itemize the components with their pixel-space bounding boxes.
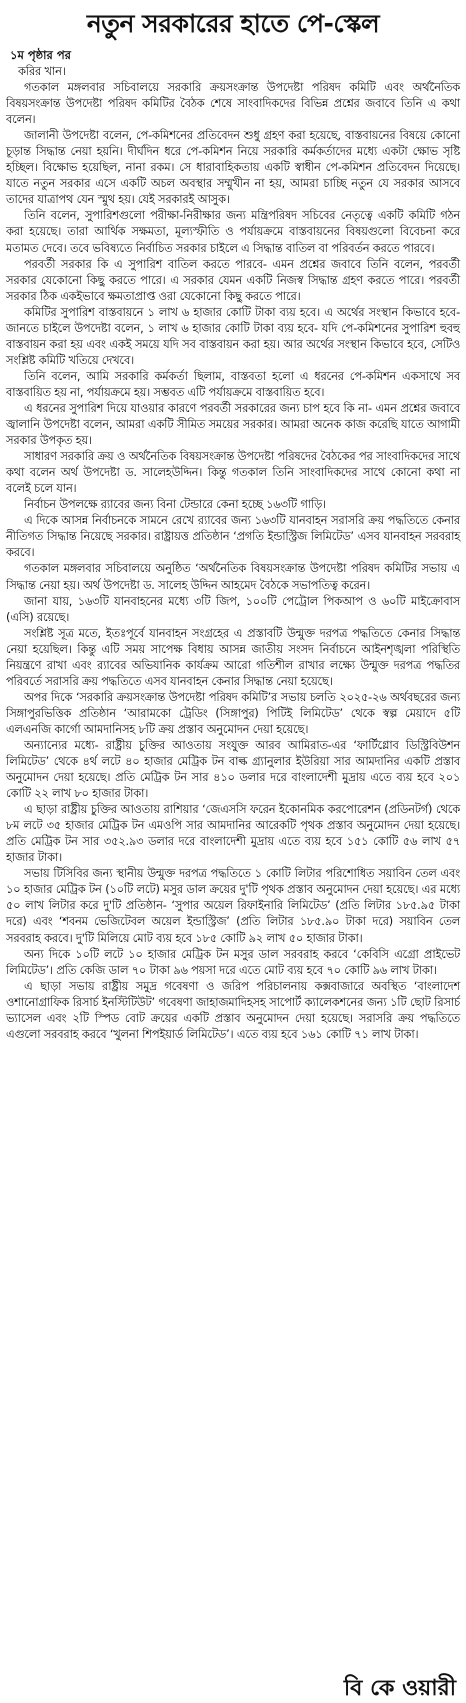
paragraph: জালানী উপদেষ্টা বলেন, পে-কমিশনের প্রতিবেদন শুধু গ্রহণ করা হয়েছে, বাস্তবায়নের বিষয়ে কোনো চূড়ান্ত সিদ্ধান্ত নেয়া হয়নি। দীর্ঘদিন ধরে পে-কমিশন নিয়ে সরকারি কর্মকর্তাদের মধ্যে একটা ক্ষোভ সৃষ্টি হচ্ছিল। বিক্ষোভ হয়েছিল, নানা রকম। সে ধারাবাহিকতায় একটি স্বাধীন পে-কমিশন প্রতিবেদন দিয়েছে। যাতে নতুন সরকার এসে একটি অচল অবস্থার সম্মুখীন না হয়, আমরা চাচ্ছি নতুন যে সরকার আসবে তাদের যাত্রাপথ যেন স্মুথ হয়। যেই সরকারই আসুক। <box>6 129 460 207</box>
paragraph: নির্বাচন উপলক্ষে র‌্যাবের জন্য বিনা টেন্ডারে কেনা হচ্ছে ১৬৩টি গাড়ি। <box>24 498 326 512</box>
paragraph: গতকাল মঙ্গলবার সচিবালয়ে সরকারি ক্রয়সংক্রান্ত উপদেষ্টা পরিষদ কমিটি এবং অর্থনৈতিক বিষয়সংক্রান্ত উপদেষ্টা পরিষদ কমিটির বৈঠক শেষে সাংবাদিকদের বিভিন্ন প্রশ্নের জবাবে তিনি এ কথা বলেন। <box>6 81 460 127</box>
paragraph: এ ছাড়া রাষ্ট্রীয় চুক্তির আওতায় রাশিয়ার ‘জেএসসি ফরেন ইকোনমিক করপোরেশন (প্রডিনটর্গ) থেকে ৮ম লটে ৩৫ হাজার মেট্রিক টন এমওপি সার আমদানির আরেকটি পৃথক প্রস্তাব অনুমোদন দেয়া হয়েছে। প্রতি মেট্রিক টন সার ৩৫২.৯৩ ডলার দরে বাংলাদেশী মুদ্রায় এতে ব্যয় হবে ১৫১ কোটি ৫৬ লাখ ৫৭ হাজার টাকা। <box>6 803 460 865</box>
headline: নতুন সরকারের হাতে পে-স্কেল <box>86 9 380 38</box>
paragraph: পরবর্তী সরকার কি এ সুপারিশ বাতিল করতে পারবে- এমন প্রশ্নের জবাবে তিনি বলেন, পরবর্তী সরকার যেকোনো কিছু করতে পারে। এ সরকার যেমন একটি নিজস্ব সিদ্ধান্ত গ্রহণ করতে পারে। পরবর্তী সরকার ঠিক একইভাবে ক্ষমতাপ্রাপ্ত ওরা যেকোনো কিছু করতে পারে। <box>6 257 460 303</box>
paragraph: গতকাল মঙ্গলবার সচিবালয়ে অনুষ্ঠিত ‘অর্থনৈতিক বিষয়সংক্রান্ত উপদেষ্টা পরিষদ কমিটির সভায় এ সিদ্ধান্ত নেয়া হয়। অর্থ উপদেষ্টা ড. সালেহ উদ্দিন আহমেদ বৈঠকে সভাপতিত্ব করেন। <box>6 562 460 592</box>
paragraph: সংশ্লিষ্ট সূত্র মতে, ইতঃপূর্বে যানবাহন সংগ্রহের এ প্রস্তাবটি উন্মুক্ত দরপত্র পদ্ধতিতে কেনার সিদ্ধান্ত নেয়া হয়েছিল। কিন্তু এটি সময় সাপেক্ষ বিধায় আসন্ন জাতীয় সংসদ নির্বাচনে আইনশৃঙ্খলা পরিস্থিতি নিয়ন্ত্রণে রাখা এবং র‌্যাবের অভিযানিক কার্যক্রম আরো গতিশীল রাখার লক্ষ্যে উন্মুক্ত দরপত্র পদ্ধতির পরিবর্তে সরাসরি ক্রয় পদ্ধতিতে এসব যানবাহন কেনার সিদ্ধান্ত নেয়া হয়েছে। <box>6 626 460 688</box>
paragraph: এ ধরনের সুপারিশ দিয়ে যাওয়ার কারণে পরবর্তী সরকারের জন্য চাপ হবে কি না- এমন প্রশ্নের জবাবে জ্বালানি উপদেষ্টা বলেন, আমরা একটি সীমিত সময়ের সরকার। আমরা অনেক কাজ করেছি যাতে আগামী সরকার উপকৃত হয়। <box>6 401 460 448</box>
article-body <box>6 64 460 1703</box>
paragraph: অপর দিকে ‘সরকারি ক্রয়সংক্রান্ত উপদেষ্টা পরিষদ কমিটি’র সভায় চলতি ২০২৫-২৬ অর্থবছরের জন্য সিঙ্গাপুরভিত্তিক প্রতিষ্ঠান ‘আরামকো ট্রেডিং (সিঙ্গাপুর) পিটিই লিমিটেড’ থেকে স্বল্প মেয়াদে ৫টি এলএনজি কার্গো আমদানিসহ ৮টি ক্রয় প্রস্তাব অনুমোদন দেয়া হয়েছে। <box>6 690 460 736</box>
paragraph: জানা যায়, ১৬৩টি যানবাহনের মধ্যে ৩টি জিপ, ১০০টি পেট্রোল পিকআপ ও ৬০টি মাইক্রোবাস (এসি) রয়েছে। <box>6 594 460 624</box>
paragraph: করির খান। <box>18 65 66 78</box>
paragraph: সভায় টিসিবির জন্য স্থানীয় উন্মুক্ত দরপত্র পদ্ধতিতে ১ কোটি লিটার পরিশোধিত সয়াবিন তেল এবং ১০ হাজার মেট্রিক টন (১০টি লটে) মসুর ডাল ক্রয়ের দু'টি পৃথক প্রস্তাব অনুমোদন দেয়া হয়েছে। এর মধ্যে ৫০ লাখ লিটার করে দু'টি প্রতিষ্ঠান- ‘সুপার অয়েল রিফাইনারি লিমিটেড’ (প্রতি লিটার ১৮৫.৯৫ টাকা দরে) এবং ‘শবনম ভেজিটেবল অয়েল ইন্ডাস্ট্রিজ’ (প্রতি লিটার ১৮৫.৯০ টাকা দরে) সয়াবিন তেল সরবরাহ করবে। দু'টি মিলিয়ে মোট ব্যয় হবে ১৮৫ কোটি ৯২ লাখ ৫০ হাজার টাকা। <box>6 867 460 945</box>
signature: বি কে ওয়ারী <box>343 1676 456 1701</box>
continued-from-label: ১ম পৃষ্ঠার পর <box>10 48 71 62</box>
paragraph: অন্যান্যের মধ্যে- রাষ্ট্রীয় চুক্তির আওতায় সংযুক্ত আরব আমিরাত-এর ‘ফার্টিগ্লোব ডিস্ট্রিবিউশন লিমিটেড’ থেকে ৪র্থ লটে ৪০ হাজার মেট্রিক টন বাল্ক গ্র্যানুলার ইউরিয়া সার আমদানির একটি প্রস্তাব অনুমোদন দেয়া হয়েছে। প্রতি মেট্রিক টন সার ৪১০ ডলার দরে বাংলাদেশী মুদ্রায় এতে ব্যয় হবে ২০১ কোটি ২২ লাখ ৮০ হাজার টাকা। <box>6 738 460 801</box>
paragraph: তিনি বলেন, সুপারিশগুলো পরীক্ষা-নিরীক্ষার জন্য মন্ত্রিপরিষদ সচিবের নেতৃত্বে একটি কমিটি গঠন করা হয়েছে। তারা আর্থিক সক্ষমতা, মূল্যস্ফীতি ও পর্যায়ক্রমে বাস্তবায়নের বিষয়গুলো বিবেচনা করে মতামত দেবে। তবে ভবিষ্যতে নির্বাচিত সরকার চাইলে এ সিদ্ধান্ত বাতিল বা পরিবর্তন করতে পারবে। <box>6 209 460 255</box>
paragraph: সাধারণ সরকারি ক্রয় ও অর্থনৈতিক বিষয়সংক্রান্ত উপদেষ্টা পরিষদের বৈঠকের পর সাংবাদিকদের সাথে কথা বলেন অর্থ উপদেষ্টা ড. সালেহউদ্দিন। কিন্তু গতকাল তিনি সাংবাদিকদের সাথে কোনো কথা না বলেই চলে যান। <box>6 450 460 496</box>
paragraph: এ দিকে আসন্ন নির্বাচনকে সামনে রেখে র‌্যাবের জন্য ১৬৩টি যানবাহন সরাসরি ক্রয় পদ্ধতিতে কেনার নীতিগত সিদ্ধান্ত নিয়েছে সরকার। রাষ্ট্রায়ত্ত প্রতিষ্ঠান ‘প্রগতি ইন্ডাস্ট্রিজ লিমিটেড’ এসব যানবাহন সরবরাহ করবে। <box>6 514 460 560</box>
paragraph: অন্য দিকে ১০টি লটে ১০ হাজার মেট্রিক টন মসুর ডাল সরবরাহ করবে ‘কেবিসি এগ্রো প্রাইভেট লিমিটেড’। প্রতি কেজি ডাল ৭০ টাকা ৯৬ পয়সা দরে এতে মোট ব্যয় হবে ৭০ কোটি ৯৬ লাখ টাকা। <box>6 947 460 977</box>
paragraph: তিনি বলেন, আমি সরকারি কর্মকর্তা ছিলাম, বাস্তবতা হলো এ ধরনের পে-কমিশন একসাথে সব বাস্তবায়িত হয় না, পর্যায়ক্রমে হয়। সম্ভবত এটি পর্যায়ক্রমে বাস্তবায়িত হবে। <box>6 369 460 399</box>
paragraph: এ ছাড়া সভায় রাষ্ট্রীয় সমুদ্র গবেষণা ও জরিপ পরিচালনায় কক্সবাজারে অবস্থিত ‘বাংলাদেশ ওশানোগ্রাফিক রিসার্চ ইনস্টিটিউট’ গবেষণা জাহাজমাদিহসহ সাপোর্ট ক্যালেকশনের জন্য ১টি ছোট রিসার্চ ভ্যাসেল এবং ২টি স্পিড বোট ক্রয়ের একটি প্রস্তাব অনুমোদন দেয়া হয়েছে। সরাসরি ক্রয় পদ্ধতিতে এগুলো সরবরাহ করবে ‘খুলনা শিপইয়ার্ড লিমিটেড’। এতে ব্যয় হবে ১৬১ কোটি ৭১ লাখ টাকা। <box>6 979 460 1041</box>
paragraph: কমিটির সুপারিশ বাস্তবায়নে ১ লাখ ৬ হাজার কোটি টাকা ব্যয় হবে। এ অর্থের সংস্থান কিভাবে হবে- জানতে চাইলে উপদেষ্টা বলেন, ১ লাখ ৬ হাজার কোটি টাকা ব্যয় হবে- যদি পে-কমিশনের সুপারিশ হুবহু বাস্তবায়ন করা হয় এবং একই সময়ে যদি সব বাস্তবায়ন করা হয়। আর অর্থের সংস্থান কিভাবে হবে, সেটিও সংশ্লিষ্ট কমিটি খতিয়ে দেখবে। <box>6 305 460 367</box>
